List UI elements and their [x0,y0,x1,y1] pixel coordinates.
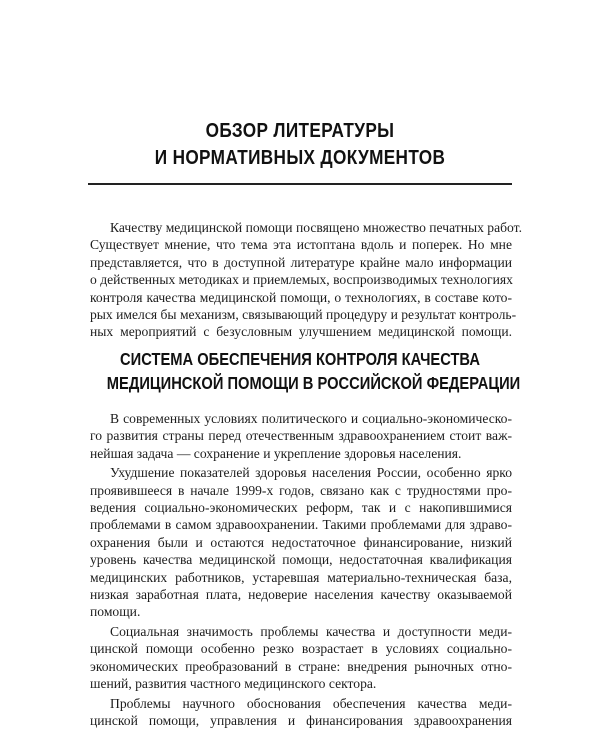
section-heading-line: МЕДИЦИНСКОЙ ПОМОЩИ В РОССИЙСКОЙ ФЕДЕРАЦИИ [106,373,521,393]
text-line: нейшая задача — сохранение и укрепление здоровья населения. [90,445,462,461]
text-line: шений, развития частного медицинского сектора. [90,676,377,692]
text-line: медицинских работников, устаревшая материально-техническая база, [90,569,512,585]
text-line: В современных условиях политического и социально-экономическо- [110,411,512,426]
text-line: Проблемы научного обоснования обеспечения качества меди- [110,695,512,711]
text-line: ведения социально-экономических реформ, так и с накопившимися [90,500,512,516]
text-line: охранения были и остаются недостаточное финансирование, низкий [90,534,512,550]
body-paragraph [90,695,512,730]
body-paragraph [90,623,512,693]
text-line: ных мероприятий с безусловным улучшением медицинской помощи. [90,324,512,340]
section-body [90,410,512,729]
text-line: контроля качества медицинской помощи, о технологиях, в составе кото- [90,289,512,305]
section-heading-line: СИСТЕМА ОБЕСПЕЧЕНИЯ КОНТРОЛЯ КАЧЕСТВА [120,349,480,369]
chapter-title-line: ОБЗОР ЛИТЕРАТУРЫ [205,120,395,142]
text-line: цинской помощи, управления и финансирования здравоохранения [90,712,512,728]
text-line: цинской помощи особенно резко возрастает в условиях социально- [90,641,512,657]
intro-text [90,219,522,341]
text-line: проблемами в самом здравоохранении. Такими проблемами для здраво- [90,517,512,533]
section-heading [70,347,530,395]
text-line: представляется, что в доступной литературе крайне мало информации [90,254,512,270]
text-line: Существует мнение, что тема эта истоптана вдоль и поперек. Но мне [90,237,512,253]
body-paragraph [90,410,512,462]
text-line: го развития страны перед отечественным здравоохранением стоит важ- [90,428,512,444]
text-line: низкая заработная плата, недоверие населения качеству оказываемой [90,587,512,603]
text-line: Ухудшение показателей здоровья населения России, особенно ярко [110,465,512,481]
text-line: уровень качества медицинской помощи, недостаточная квалификация [90,552,512,568]
chapter-title [70,118,530,172]
text-line: Качеству медицинской помощи посвящено множество печатных работ. [110,220,522,235]
chapter-title-line: И НОРМАТИВНЫХ ДОКУМЕНТОВ [154,147,446,169]
body-paragraph [90,464,512,621]
text-line: рых имелся бы механизм, связывающий процедуру и результат контроль- [90,307,517,323]
intro-paragraph [90,219,522,341]
text-line: экономических преобразований в стране: внедрения рыночных отно- [90,658,512,674]
text-line: проявившееся в начале 1999-х годов, связано как с трудностями про- [90,482,512,498]
text-line: помощи. [90,604,141,620]
text-line: Социальная значимость проблемы качества и доступности меди- [110,623,512,639]
title-divider [88,183,512,185]
text-line: о действенных методиках и приемлемых, воспроизводимых технологиях [90,272,513,288]
